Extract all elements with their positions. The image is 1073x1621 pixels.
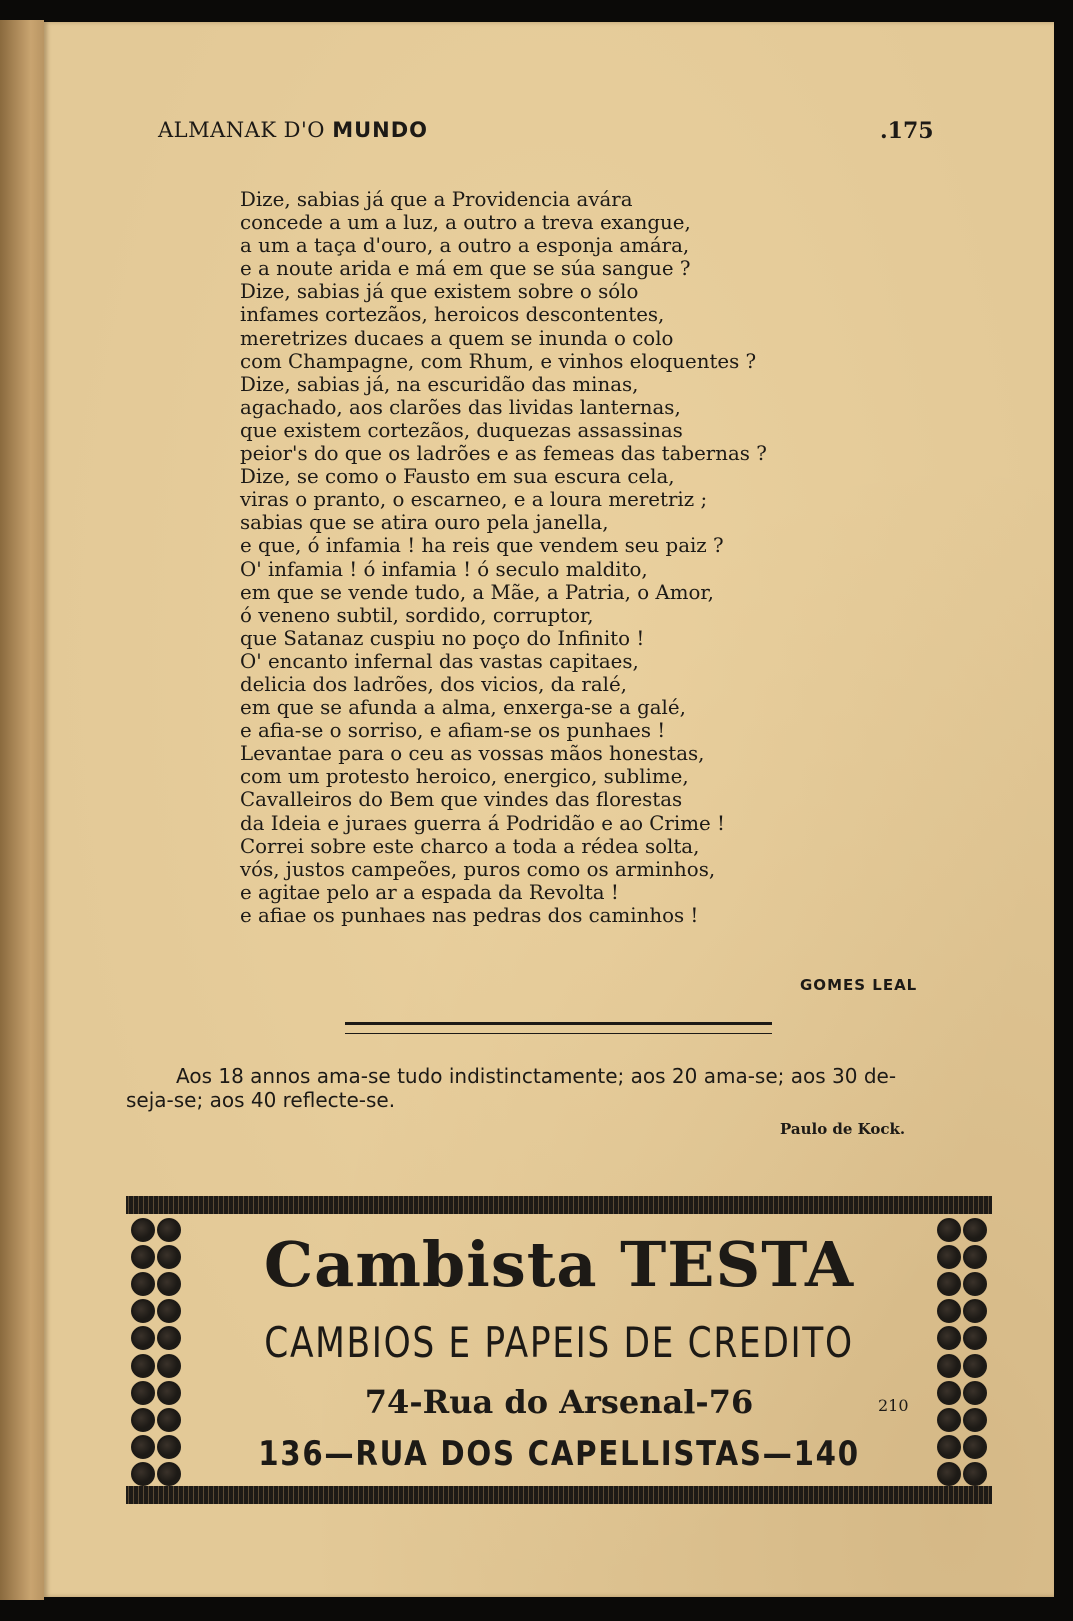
poem-line: e que, ó infamia ! ha reis que vendem seu paiz ? [240,534,724,558]
poem-line: delicia dos ladrões, dos vicios, da ralé, [240,672,627,696]
ornament-dot-icon [131,1218,155,1242]
ornament-dot-icon [157,1381,181,1405]
ornament-dot-icon [937,1272,961,1296]
ornament-dot-icon [963,1381,987,1405]
poem-line: O' infamia ! ó infamia ! ó seculo maldito, [240,557,648,581]
poem-line: que existem cortezãos, duquezas assassinas [240,418,683,442]
quote-line-2: seja-se; aos 40 reflecte-se. [126,1088,396,1112]
header-title-bold: MUNDO [332,118,428,142]
poem [240,188,880,927]
poem-line: vós, justos campeões, puros como os arminhos, [240,857,716,881]
quote-line-1: Aos 18 annos ama-se tudo indistinctamente; aos 20 ama-se; aos 30 de- [176,1064,897,1088]
poem-line: concede a um a luz, a outro a treva exangue, [240,211,691,235]
ad-ornament-left [126,1218,186,1486]
ornament-dot-icon [937,1354,961,1378]
poem-line: da Ideia e juraes guerra á Podridão e ao Crime ! [240,811,725,835]
poem-line: com Champagne, com Rhum, e vinhos eloquentes ? [240,349,757,373]
poem-line: em que se afunda a alma, enxerga-se a galé, [240,696,686,720]
ornament-dot-icon [157,1462,181,1486]
ornament-dot-icon [963,1326,987,1350]
ornament-dot-icon [963,1354,987,1378]
ornament-dot-icon [131,1272,155,1296]
ad-code: 210 [878,1396,909,1415]
ornament-dot-icon [131,1435,155,1459]
ornament-dot-icon [157,1299,181,1323]
poem-line: Levantae para o ceu as vossas mãos honestas, [240,742,705,766]
poem-line: Correi sobre este charco a toda a rédea solta, [240,834,700,858]
ornament-dot-icon [131,1326,155,1350]
ad-border-bottom [126,1486,992,1504]
poem-line: Dize, se como o Fausto em sua escura cela, [240,465,675,489]
page-number: .175 [880,118,934,144]
ad-address-arsenal: 74-Rua do Arsenal-76 [364,1383,754,1421]
ad-title: Cambista TESTA [263,1228,855,1301]
ad-ornament-right [932,1218,992,1486]
poem-line: Dize, sabias já, na escuridão das minas, [240,372,639,396]
ornament-dot-icon [937,1299,961,1323]
ornament-dot-icon [131,1381,155,1405]
ornament-dot-icon [157,1245,181,1269]
poem-line: Dize, sabias já que existem sobre o sólo [240,280,639,304]
header-title-plain: ALMANAK D'O [158,118,333,142]
ornament-dot-icon [963,1462,987,1486]
ornament-dot-icon [157,1354,181,1378]
quote [126,1064,976,1112]
ornament-dot-icon [963,1299,987,1323]
previous-page-edge [0,20,44,1600]
ornament-dot-icon [963,1435,987,1459]
poem-line: e afiae os punhaes nas pedras dos caminhos ! [240,903,699,927]
poem-line: a um a taça d'ouro, a outro a esponja amára, [240,234,690,258]
ornament-dot-icon [157,1435,181,1459]
poem-line: meretrizes ducaes a quem se inunda o colo [240,326,674,350]
ornament-dot-icon [157,1408,181,1432]
ornament-dot-icon [937,1218,961,1242]
advertisement [126,1196,992,1508]
ornament-dot-icon [937,1435,961,1459]
ad-subtitle: CAMBIOS E PAPEIS DE CREDITO [264,1318,854,1367]
ornament-dot-icon [131,1408,155,1432]
quote-author: Paulo de Kock. [780,1120,906,1138]
ornament-dot-icon [131,1299,155,1323]
section-divider [345,1022,772,1034]
ornament-dot-icon [963,1408,987,1432]
poem-line: Cavalleiros do Bem que vindes das florestas [240,788,683,812]
poem-line: infames cortezãos, heroicos descontentes, [240,303,665,327]
ornament-dot-icon [157,1272,181,1296]
poem-line: e afia-se o sorriso, e afiam-se os punhaes ! [240,719,666,743]
poem-line: com um protesto heroico, energico, sublime, [240,765,689,789]
poem-line: e a noute arida e má em que se súa sangue ? [240,257,691,281]
poem-line: ó veneno subtil, sordido, corruptor, [240,603,594,627]
poem-line: em que se vende tudo, a Mãe, a Patria, o Amor, [240,580,714,604]
ornament-dot-icon [157,1218,181,1242]
poem-line: sabias que se atira ouro pela janella, [240,511,609,535]
ornament-dot-icon [963,1245,987,1269]
poem-line: viras o pranto, o escarneo, e a loura meretriz ; [240,488,708,512]
ornament-dot-icon [963,1272,987,1296]
ornament-dot-icon [131,1245,155,1269]
ad-border-top [126,1196,992,1214]
poem-line: que Satanaz cuspiu no poço do Infinito ! [240,626,645,650]
poem-line: Dize, sabias já que a Providencia avára [240,188,633,211]
poem-line: e agitae pelo ar a espada da Revolta ! [240,880,619,904]
running-header [158,118,428,142]
poem-author: GOMES LEAL [800,976,918,994]
poem-line: peior's do que os ladrões e as femeas das tabernas ? [240,442,767,466]
ornament-dot-icon [937,1326,961,1350]
ornament-dot-icon [131,1462,155,1486]
ornament-dot-icon [937,1381,961,1405]
ornament-dot-icon [963,1218,987,1242]
ornament-dot-icon [157,1326,181,1350]
ornament-dot-icon [937,1462,961,1486]
ornament-dot-icon [131,1354,155,1378]
ornament-dot-icon [937,1408,961,1432]
poem-line: agachado, aos clarões das lividas lanternas, [240,395,681,419]
ornament-dot-icon [937,1245,961,1269]
poem-line: O' encanto infernal das vastas capitaes, [240,649,639,673]
ad-address-capellistas: 136—RUA DOS CAPELLISTAS—140 [258,1434,860,1474]
